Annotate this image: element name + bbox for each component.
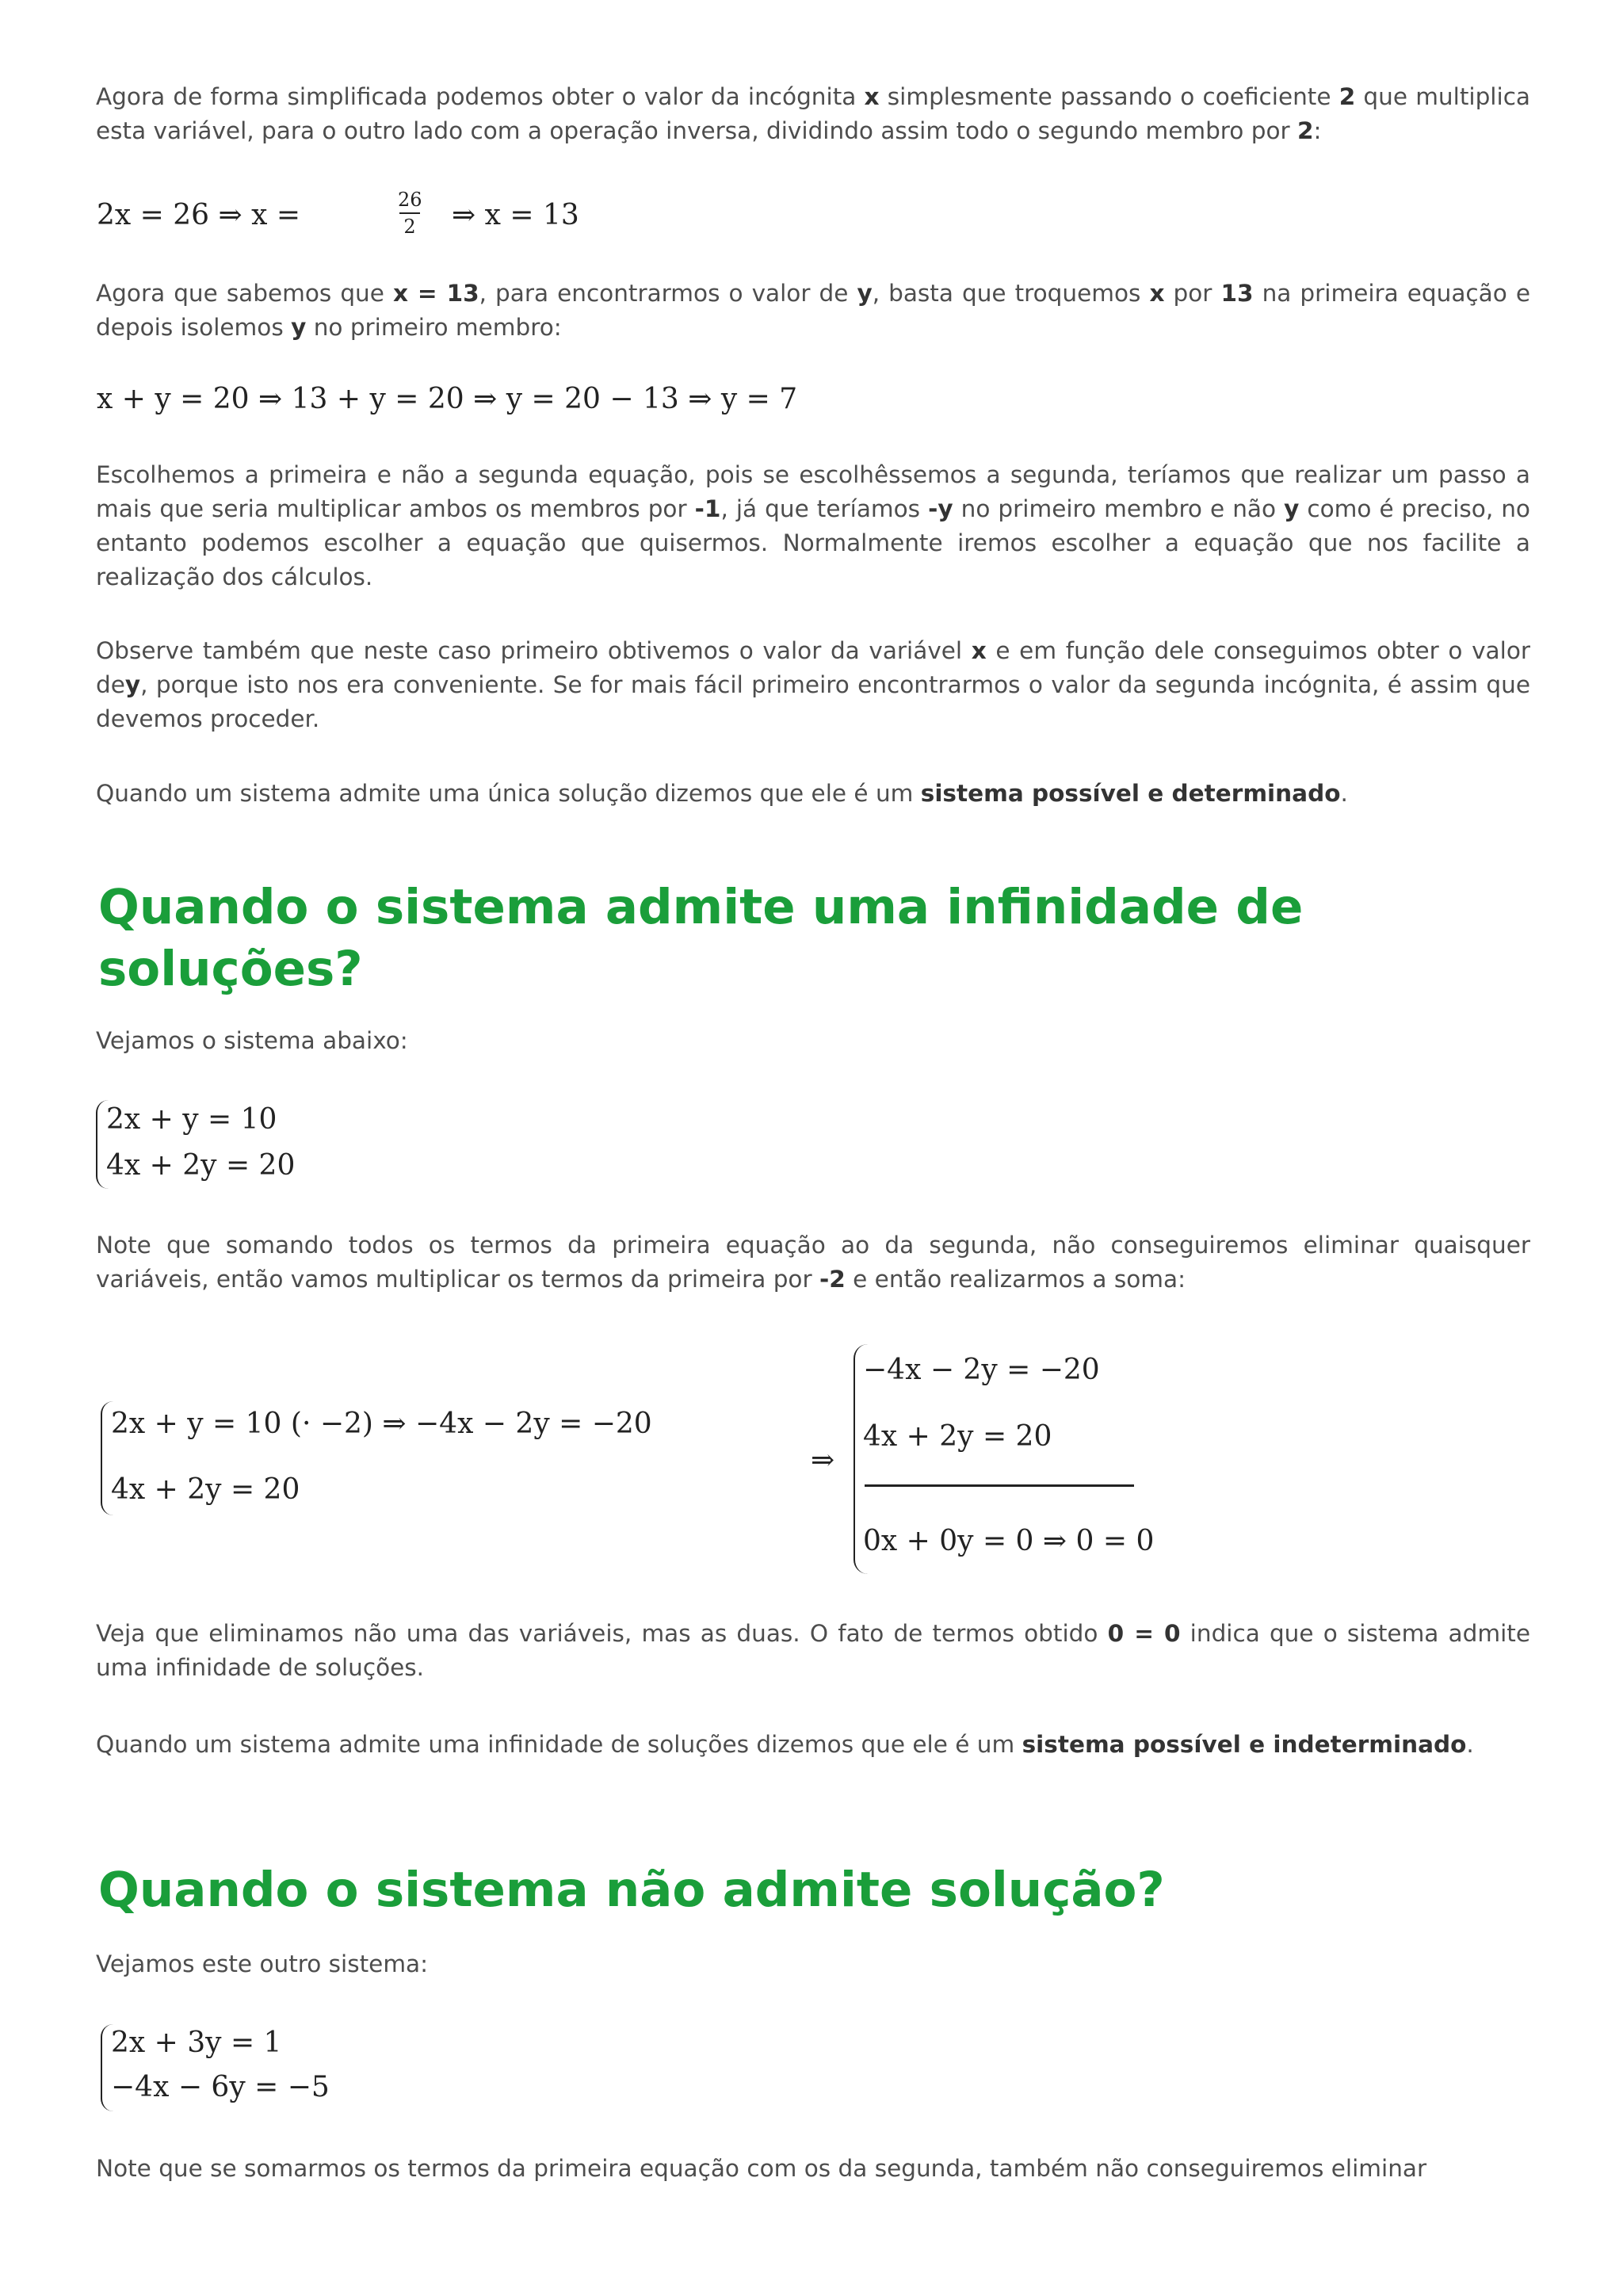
heading-no-solution: Quando o sistema não admite solução? [98, 1862, 1165, 1918]
bold-text: x = 13 [392, 280, 479, 307]
bold-text: y [124, 671, 141, 698]
text: Agora de forma simplificada podemos obter o valor da incógnita [96, 83, 865, 110]
equation-solve-x-left: 2x = 26 ⇒ x = [97, 199, 301, 231]
bold-text: 0 = 0 [1107, 1620, 1181, 1647]
text: simplesmente passando o coeficiente [879, 83, 1339, 110]
paragraph-indeterminate-system [96, 1728, 1530, 1762]
text: , já que teríamos [720, 495, 929, 522]
paragraph-substitute-x [96, 277, 1530, 345]
text: . [1466, 1731, 1474, 1758]
bold-text: y [291, 314, 307, 341]
fraction-denominator: 2 [403, 216, 416, 238]
equation-solve-y: x + y = 20 ⇒ 13 + y = 20 ⇒ y = 20 − 13 ⇒ y = 7 [97, 383, 798, 415]
bold-text: 2 [1338, 83, 1356, 110]
system2-equation-1: 2x + y = 10 (· −2) ⇒ −4x − 2y = −20 [111, 1408, 652, 1440]
sum-result: 0x + 0y = 0 ⇒ 0 = 0 [863, 1525, 1155, 1557]
paragraph-another-system: Vejamos este outro sistema: [96, 1950, 429, 1977]
bold-text: y [857, 280, 873, 307]
text: indica que o sistema admite uma infinidade de soluções. [96, 1620, 1530, 1681]
paragraph-both-eliminated [96, 1617, 1530, 1685]
bold-text: sistema possível e determinado [920, 780, 1341, 807]
text: Veja que eliminamos não uma das variáveis, mas as duas. O fato de termos obtido [96, 1620, 1108, 1647]
text: , porque isto nos era conveniente. Se for mais fácil primeiro encontrarmos o valor da segunda incógnita, é assim que devemos proceder. [96, 671, 1530, 732]
text: e em função dele conseguimos obter o valor de [96, 637, 1530, 698]
text: Quando um sistema admite uma infinidade de soluções dizemos que ele é um [96, 1731, 1022, 1758]
text: Agora que sabemos que [96, 280, 393, 307]
text: Escolhemos a primeira e não a segunda equação, pois se escolhêssemos a segunda, teríamos que realizar um passo a mais que seria multiplicar ambos os membros por [96, 461, 1530, 522]
text: na primeira equação e depois isolemos [96, 280, 1530, 341]
text: : [1313, 117, 1322, 144]
text: que multiplica esta variável, para o outro lado com a operação inversa, dividindo assim todo o segundo membro por [96, 83, 1530, 144]
text: Note que somando todos os termos da primeira equação ao da segunda, não conseguiremos eliminar quaisquer variáveis, então vamos multiplicar os termos da primeira por [96, 1232, 1530, 1293]
sum-line-2: 4x + 2y = 20 [863, 1420, 1052, 1453]
sum-line-1: −4x − 2y = −20 [863, 1354, 1100, 1386]
system3-equation-1: 2x + 3y = 1 [111, 2027, 282, 2059]
bold-text: sistema possível e indeterminado [1022, 1731, 1467, 1758]
system2-equation-2: 4x + 2y = 20 [111, 1473, 300, 1506]
system1-equation-2: 4x + 2y = 20 [106, 1149, 296, 1182]
paragraph-choice-of-equation [96, 458, 1530, 594]
text: Observe também que neste caso primeiro obtivemos o valor da variável [96, 637, 972, 664]
bold-text: -y [928, 495, 953, 522]
bold-text: 2 [1297, 117, 1314, 144]
paragraph-see-system: Vejamos o sistema abaixo: [96, 1027, 408, 1054]
text: , para encontrarmos o valor de [479, 280, 857, 307]
sum-divider [865, 1484, 1134, 1487]
implies-arrow: ⇒ [811, 1444, 835, 1477]
text: no primeiro membro e não [953, 495, 1285, 522]
bold-text: x [1149, 280, 1165, 307]
text: como é preciso, no entanto podemos escolher a equação que quisermos. Normalmente iremos escolher a equação que nos facilite a realização dos cálculos. [96, 495, 1530, 590]
paragraph-multiply-by-minus-two [96, 1228, 1530, 1297]
paragraph-determined-system [96, 777, 1530, 811]
text: no primeiro membro: [306, 314, 562, 341]
paragraph-observe [96, 634, 1530, 736]
text: , basta que troquemos [872, 280, 1150, 307]
bold-text: 13 [1220, 280, 1254, 307]
bold-text: y [1284, 495, 1300, 522]
text: por [1164, 280, 1221, 307]
text: Quando um sistema admite uma única solução dizemos que ele é um [96, 780, 921, 807]
bold-text: -1 [694, 495, 721, 522]
text: . [1340, 780, 1348, 807]
fraction-bar [399, 212, 420, 214]
bold-text: x [864, 83, 880, 110]
text: e então realizarmos a soma: [845, 1266, 1186, 1293]
system1-equation-1: 2x + y = 10 [106, 1103, 277, 1136]
paragraph-sum-attempt: Note que se somarmos os termos da primeira equação com os da segunda, também não conseguiremos eliminar [96, 2155, 1427, 2182]
equation-solve-x-right: ⇒ x = 13 [452, 199, 579, 231]
heading-infinite-solutions: Quando o sistema admite uma infinidade de soluções? [98, 879, 1304, 997]
paragraph-isolate-x [96, 80, 1530, 148]
system3-equation-2: −4x − 6y = −5 [111, 2071, 330, 2103]
fraction-numerator: 26 [398, 189, 422, 211]
bold-text: x [971, 637, 987, 664]
bold-text: -2 [819, 1266, 846, 1293]
